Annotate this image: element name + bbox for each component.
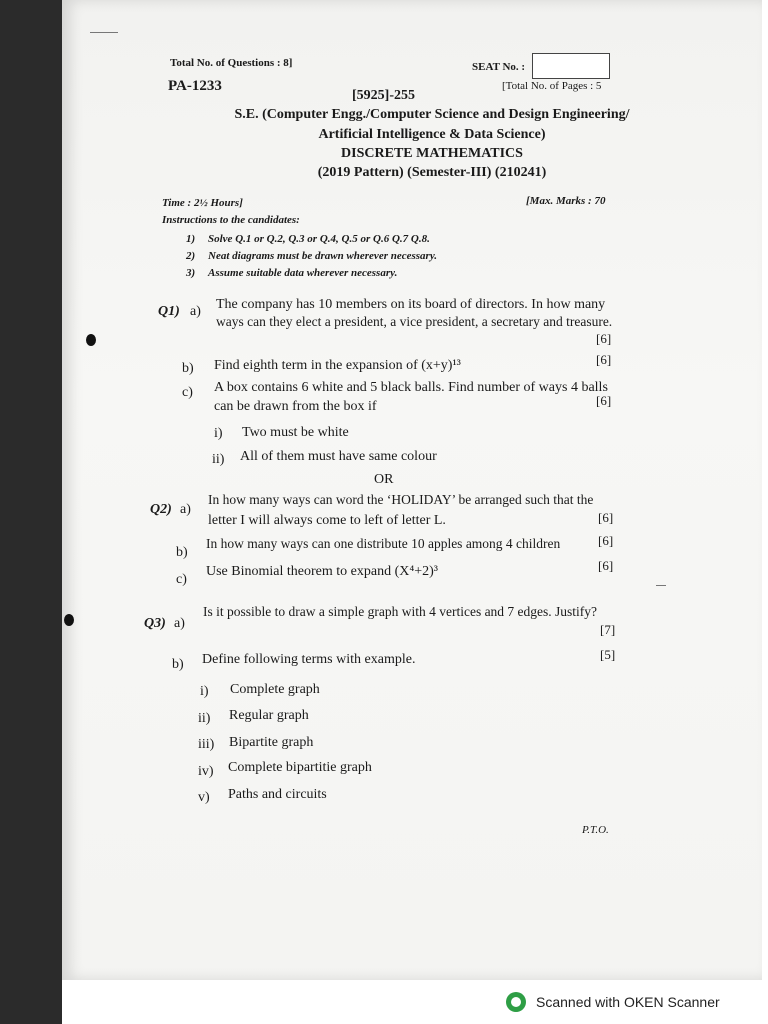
sub-item-number: iii) — [198, 737, 215, 752]
instruction-text: Neat diagrams must be drawn wherever necessary. — [208, 250, 438, 262]
part-letter: b) — [182, 361, 194, 376]
question-text: can be drawn from the box if — [214, 399, 377, 414]
sub-item-number: iv) — [198, 764, 214, 779]
sub-item-number: v) — [198, 790, 210, 805]
sub-item-text: Bipartite graph — [229, 735, 314, 750]
exam-code: [5925]-255 — [352, 88, 415, 103]
dark-scan-edge — [0, 0, 62, 1024]
seat-number-box — [532, 53, 610, 79]
sub-item-text: Complete bipartitie graph — [228, 760, 372, 775]
marks-label: [5] — [600, 647, 616, 662]
part-letter: c) — [182, 385, 193, 400]
subject-title: DISCRETE MATHEMATICS — [341, 146, 523, 161]
question-number: Q2) — [150, 502, 172, 517]
marks-label: [6] — [596, 331, 612, 346]
scanner-watermark — [506, 992, 720, 1012]
sub-item-text: Complete graph — [230, 682, 320, 697]
scanner-watermark-text: Scanned with OKEN Scanner — [536, 994, 720, 1010]
marks-label: [6] — [598, 510, 614, 525]
instruction-text: Assume suitable data wherever necessary. — [208, 267, 398, 279]
part-letter: c) — [176, 572, 187, 587]
part-letter: b) — [172, 657, 184, 672]
max-marks-label: [Max. Marks : 70 — [526, 195, 606, 207]
question-text: Find eighth term in the expansion of (x+y)¹³ — [214, 358, 461, 373]
sub-item-text: Two must be white — [242, 425, 349, 440]
seat-no-label: SEAT No. : — [472, 61, 526, 73]
sub-item-number: ii) — [212, 452, 225, 467]
sub-item-number: i) — [200, 684, 209, 699]
paper-code: PA-1233 — [168, 78, 222, 94]
sub-item-text: All of them must have same colour — [240, 449, 437, 464]
instruction-num: 3) — [186, 267, 196, 279]
instruction-text: Solve Q.1 or Q.2, Q.3 or Q.4, Q.5 or Q.6 Q.7 Q.8. — [208, 233, 430, 245]
sub-item-number: i) — [214, 426, 223, 441]
question-number: Q1) — [158, 304, 180, 319]
question-text: In how many ways can one distribute 10 apples among 4 children — [206, 536, 561, 551]
instruction-num: 1) — [186, 233, 196, 245]
pattern-line: (2019 Pattern) (Semester-III) (210241) — [317, 165, 547, 180]
instruction-num: 2) — [186, 250, 196, 262]
part-letter: a) — [174, 616, 185, 631]
question-text: Use Binomial theorem to expand (X⁴+2)³ — [206, 564, 438, 579]
total-pages: [Total No. of Pages : 5 — [502, 80, 602, 92]
part-letter: b) — [176, 545, 188, 560]
sub-item-text: Paths and circuits — [228, 787, 327, 802]
question-text: A box contains 6 white and 5 black balls. Find number of ways 4 balls — [214, 380, 608, 395]
question-text: ways can they elect a president, a vice president, a secretary and treasure. — [216, 314, 613, 329]
scan-mark — [656, 585, 666, 586]
course-line-2: Artificial Intelligence & Data Science) — [318, 127, 546, 142]
question-text: letter I will always come to left of letter L. — [208, 513, 446, 528]
marks-label: [7] — [600, 622, 616, 637]
course-line-1: S.E. (Computer Engg./Computer Science and Design Engineering/ — [234, 107, 630, 122]
question-number: Q3) — [144, 616, 166, 631]
sub-item-number: ii) — [198, 711, 211, 726]
question-text: The company has 10 members on its board of directors. In how many — [216, 297, 606, 312]
part-letter: a) — [180, 502, 191, 517]
oken-scanner-logo-icon — [506, 992, 526, 1012]
exam-paper — [62, 0, 762, 980]
punch-hole-mark — [64, 614, 74, 626]
marks-label: [6] — [598, 558, 614, 573]
marks-label: [6] — [596, 352, 612, 367]
question-text: In how many ways can word the ‘HOLIDAY’ be arranged such that the — [208, 492, 594, 507]
sub-item-text: Regular graph — [229, 708, 309, 723]
part-letter: a) — [190, 304, 201, 319]
instructions-title: Instructions to the candidates: — [162, 214, 300, 226]
or-separator: OR — [374, 472, 394, 487]
punch-hole-mark — [86, 334, 96, 346]
please-turn-over: P.T.O. — [582, 824, 609, 836]
marks-label: [6] — [596, 393, 612, 408]
scan-mark — [90, 32, 118, 33]
question-text: Define following terms with example. — [202, 652, 416, 667]
marks-label: [6] — [598, 533, 614, 548]
total-questions: Total No. of Questions : 8] — [170, 57, 293, 69]
question-text: Is it possible to draw a simple graph with 4 vertices and 7 edges. Justify? — [203, 604, 598, 619]
time-label: Time : 2½ Hours] — [162, 197, 243, 209]
